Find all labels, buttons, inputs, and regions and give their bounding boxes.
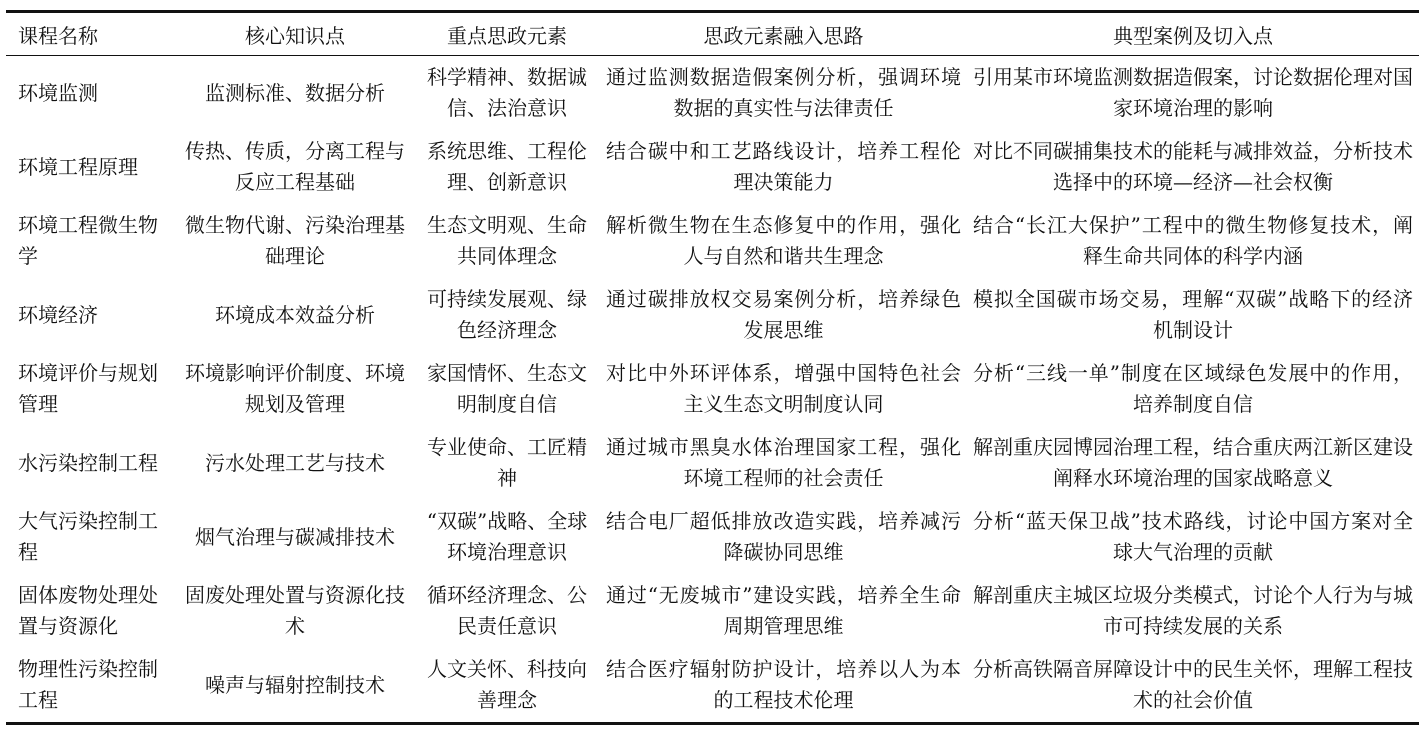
elements-cell: 专业使命、工匠精神 [427, 435, 587, 490]
table-row [6, 574, 1419, 648]
knowledge-cell: 环境影响评价制度、环境规划及管理 [185, 361, 405, 416]
knowledge-cell: 固废处理处置与资源化技术 [185, 583, 405, 638]
knowledge-cell: 污水处理工艺与技术 [205, 450, 385, 475]
case-cell: 模拟全国碳市场交易，理解“双碳”战略下的经济机制设计 [973, 287, 1413, 342]
approach-cell: 解析微生物在生态修复中的作用，强化人与自然和谐共生理念 [606, 213, 961, 268]
case-cell: 解剖重庆园博园治理工程，结合重庆两江新区建设阐释水环境治理的国家战略意义 [973, 435, 1413, 490]
table-row [6, 426, 1419, 500]
approach-cell: 结合碳中和工艺路线设计，培养工程伦理决策能力 [606, 139, 961, 194]
header-row [6, 12, 1419, 56]
knowledge-cell: 微生物代谢、污染治理基础理论 [185, 213, 405, 268]
course-cell: 环境工程原理 [18, 154, 138, 179]
elements-cell: “双碳”战略、全球环境治理意识 [426, 509, 588, 564]
case-cell: 解剖重庆主城区垃圾分类模式，讨论个人行为与城市可持续发展的关系 [973, 583, 1413, 638]
header-knowledge: 核心知识点 [245, 23, 345, 48]
header-case: 典型案例及切入点 [1113, 23, 1273, 48]
case-cell: 引用某市环境监测数据造假案，讨论数据伦理对国家环境治理的影响 [973, 65, 1413, 120]
table-row [6, 278, 1419, 352]
course-cell: 水污染控制工程 [18, 450, 158, 475]
table-row [6, 130, 1419, 204]
table-row [6, 352, 1419, 426]
case-cell: 分析“蓝天保卫战”技术路线，讨论中国方案对全球大气治理的贡献 [973, 509, 1413, 564]
table-body [6, 56, 1419, 724]
approach-cell: 通过“无废城市”建设实践，培养全生命周期管理思维 [606, 583, 961, 638]
case-cell: 分析高铁隔音屏障设计中的民生关怀，理解工程技术的社会价值 [973, 657, 1413, 712]
knowledge-cell: 监测标准、数据分析 [205, 80, 385, 105]
table-header [6, 12, 1419, 56]
course-cell: 大气污染控制工程 [18, 509, 158, 564]
course-cell: 固体废物处理处置与资源化 [18, 583, 158, 638]
approach-cell: 通过城市黑臭水体治理国家工程，强化环境工程师的社会责任 [606, 435, 961, 490]
approach-cell: 通过碳排放权交易案例分析，培养绿色发展思维 [606, 287, 961, 342]
curriculum-table [6, 10, 1419, 725]
header-elements: 重点思政元素 [447, 23, 567, 48]
elements-cell: 科学精神、数据诚信、法治意识 [427, 65, 587, 120]
knowledge-cell: 环境成本效益分析 [215, 302, 375, 327]
case-cell: 结合“长江大保护”工程中的微生物修复技术，阐释生命共同体的科学内涵 [973, 213, 1413, 268]
case-cell: 对比不同碳捕集技术的能耗与减排效益，分析技术选择中的环境—经济—社会权衡 [973, 139, 1413, 194]
course-cell: 环境监测 [18, 80, 98, 105]
course-cell: 物理性污染控制工程 [18, 657, 158, 712]
table-row [6, 500, 1419, 574]
knowledge-cell: 烟气治理与碳减排技术 [195, 524, 395, 549]
course-cell: 环境工程微生物学 [18, 213, 158, 268]
elements-cell: 系统思维、工程伦理、创新意识 [427, 139, 587, 194]
knowledge-cell: 噪声与辐射控制技术 [205, 672, 385, 697]
elements-cell: 可持续发展观、绿色经济理念 [427, 287, 587, 342]
approach-cell: 通过监测数据造假案例分析，强调环境数据的真实性与法律责任 [606, 65, 961, 120]
approach-cell: 结合电厂超低排放改造实践，培养减污降碳协同思维 [606, 509, 961, 564]
table-row [6, 204, 1419, 278]
table-row [6, 648, 1419, 724]
approach-cell: 对比中外环评体系，增强中国特色社会主义生态文明制度认同 [606, 361, 961, 416]
course-cell: 环境评价与规划管理 [18, 361, 158, 416]
table-row [6, 56, 1419, 131]
elements-cell: 人文关怀、科技向善理念 [427, 657, 587, 712]
header-approach: 思政元素融入思路 [703, 23, 864, 48]
elements-cell: 循环经济理念、公民责任意识 [427, 583, 587, 638]
elements-cell: 生态文明观、生命共同体理念 [427, 213, 587, 268]
case-cell: 分析“三线一单”制度在区域绿色发展中的作用，培养制度自信 [973, 361, 1413, 416]
course-cell: 环境经济 [18, 302, 98, 327]
approach-cell: 结合医疗辐射防护设计，培养以人为本的工程技术伦理 [606, 657, 961, 712]
knowledge-cell: 传热、传质，分离工程与反应工程基础 [185, 139, 405, 194]
header-course: 课程名称 [18, 23, 98, 48]
elements-cell: 家国情怀、生态文明制度自信 [427, 361, 587, 416]
